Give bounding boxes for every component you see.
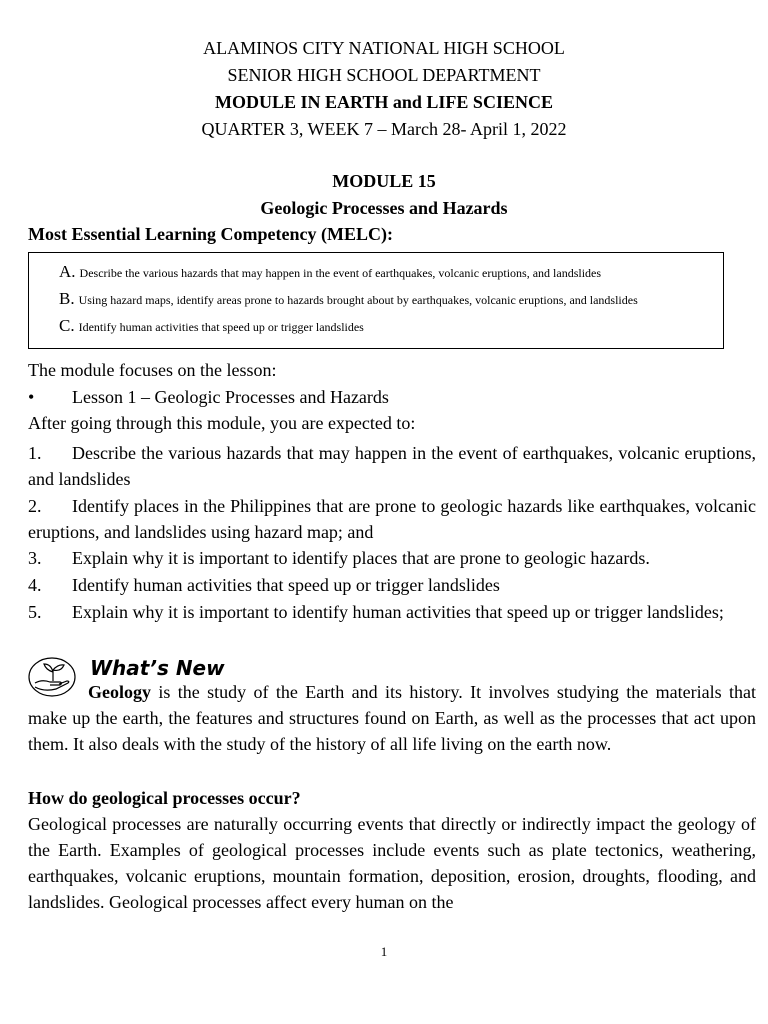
objective-number: 2. <box>28 496 42 516</box>
module-number: MODULE 15 <box>332 171 436 191</box>
melc-letter: A. <box>59 262 76 281</box>
melc-heading: Most Essential Learning Competency (MELC): <box>28 224 393 244</box>
objective-text: Explain why it is important to identify human activities that speed up or trigger landslides; <box>72 602 724 622</box>
melc-item <box>59 259 723 286</box>
objective-number: 3. <box>28 548 42 568</box>
melc-letter: C. <box>59 316 75 335</box>
objective-text: Identify places in the Philippines that are prone to geologic hazards like earthquakes, volcanic eruptions, and landslides using hazard map; and <box>28 496 756 542</box>
geology-paragraph <box>28 679 756 757</box>
geology-paragraph-text: is the study of the Earth and its history. It involves studying the materials that make up the earth, the features and structures found on Earth, as well as the processes that act upon them. It also deals with the study of the history of all life living on the earth now. <box>28 682 756 754</box>
objective-number: 4. <box>28 575 42 595</box>
objective-item <box>28 572 756 598</box>
melc-item <box>59 286 723 313</box>
objective-item <box>28 493 756 545</box>
objective-text: Identify human activities that speed up or trigger landslides <box>72 575 500 595</box>
melc-box <box>28 252 724 349</box>
melc-text: Using hazard maps, identify areas prone to hazards brought about by earthquakes, volcanic eruptions, and landslides <box>78 293 638 307</box>
objective-text: Describe the various hazards that may happen in the event of earthquakes, volcanic eruptions, and landslides <box>28 443 756 489</box>
lesson-text: Lesson 1 – Geologic Processes and Hazards <box>72 387 389 407</box>
melc-text: Identify human activities that speed up or trigger landslides <box>78 320 364 334</box>
expected-intro: After going through this module, you are expected to: <box>28 413 416 433</box>
lesson-bullet-item <box>28 384 756 410</box>
section-question: How do geological processes occur? <box>28 788 301 808</box>
school-name: ALAMINOS CITY NATIONAL HIGH SCHOOL <box>203 38 565 58</box>
whats-new-heading: What’s New <box>90 656 225 680</box>
module-title: Geologic Processes and Hazards <box>260 198 508 218</box>
objective-number: 1. <box>28 443 42 463</box>
melc-letter: B. <box>59 289 75 308</box>
melc-item <box>59 313 723 340</box>
quarter-week-dates: QUARTER 3, WEEK 7 – March 28- April 1, 2022 <box>201 119 567 139</box>
focus-intro: The module focuses on the lesson: <box>28 360 277 380</box>
objective-text: Explain why it is important to identify places that are prone to geologic hazards. <box>72 548 650 568</box>
objective-item <box>28 440 756 492</box>
page-number: 1 <box>380 944 388 959</box>
melc-text: Describe the various hazards that may happen in the event of earthquakes, volcanic eruptions, and landslides <box>79 266 602 280</box>
objective-item <box>28 599 756 625</box>
bullet-glyph: • <box>28 387 35 407</box>
objective-number: 5. <box>28 602 42 622</box>
department-name: SENIOR HIGH SCHOOL DEPARTMENT <box>227 65 541 85</box>
module-subject-title: MODULE IN EARTH and LIFE SCIENCE <box>215 92 553 112</box>
geological-processes-paragraph: Geological processes are naturally occurring events that directly or indirectly impact the geology of the Earth. Examples of geological processes include events such as plate tectonics, weathering, earthquakes, volcanic eruptions, mountain formation, deposition, erosion, droughts, flooding, and landslides. Geological processes affect every human on the <box>28 814 756 912</box>
geology-lead-word: Geology <box>88 682 151 702</box>
objective-item <box>28 545 756 571</box>
